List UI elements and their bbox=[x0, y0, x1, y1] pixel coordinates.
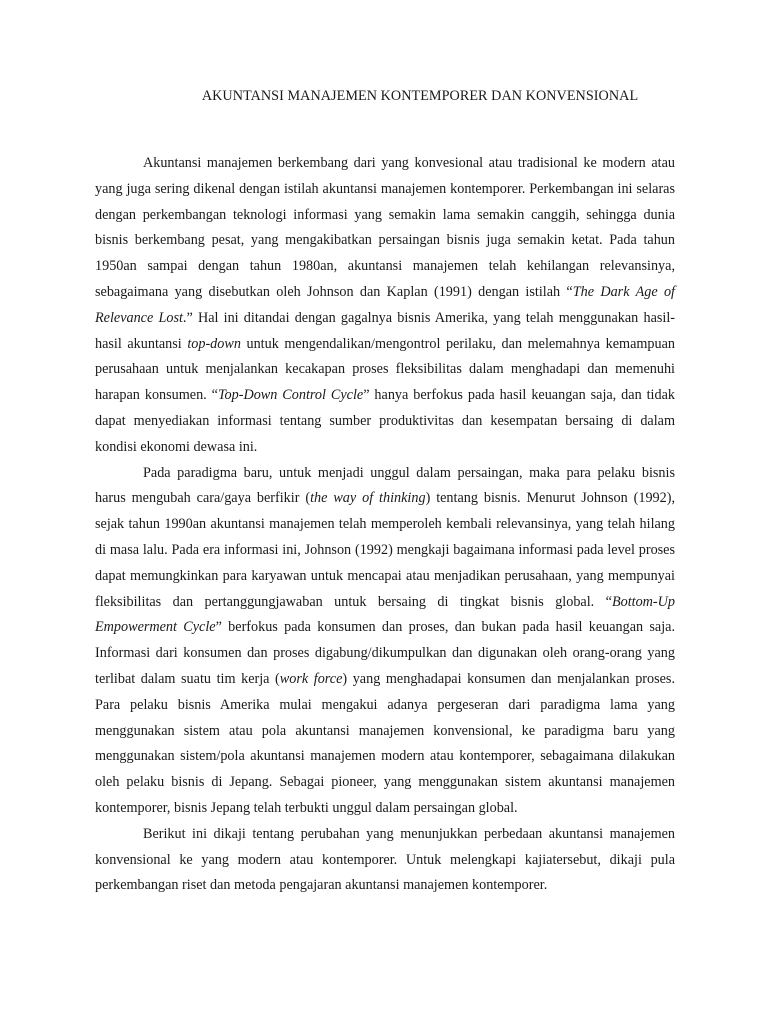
italic-term: Bottom-Up Empowerment Cycle bbox=[95, 593, 675, 636]
text-run: ” hanya berfokus pada hasil keuangan saja, dan tidak dapat menyediakan informasi tentang sumber produktivitas dan kesempatan bersaing di dalam kondisi ekonomi dewasa ini. bbox=[95, 387, 675, 455]
text-run: untuk mengendalikan/mengontrol perilaku, dan melemahnya kemampuan perusahaan untuk menjalankan kecakapan proses fleksibilitas dalam menghadapi dan memenuhi harapan konsumen. “ bbox=[95, 335, 675, 404]
italic-term: work force bbox=[279, 670, 343, 687]
paragraph-1 bbox=[95, 151, 675, 461]
italic-term: The Dark Age of Relevance Lost bbox=[95, 283, 675, 326]
text-run: Akuntansi manajemen berkembang dari yang konvesional atau tradisional ke modern atau yang juga sering dikenal dengan istilah akuntansi manajemen kontemporer. Perkembangan ini selaras dengan perkembangan teknologi informasi yang semakin lama semakin canggih, sehingga dunia bisnis berkembang pesat, yang mengakibatkan persaingan bisnis juga semakin ketat. Pada tahun 1950an sampai dengan tahun 1980an, akuntansi manajemen telah kehilangan relevansinya, sebagaimana yang disebutkan oleh Johnson dan Kaplan (1991) dengan istilah “ bbox=[95, 155, 675, 300]
paragraph-3 bbox=[95, 822, 675, 899]
text-run: .” Hal ini ditandai dengan gagalnya bisnis Amerika, yang telah menggunakan hasil-hasil akuntansi bbox=[95, 309, 675, 352]
text-run: ) tentang bisnis. Menurut Johnson (1992), sejak tahun 1990an akuntansi manajemen telah memperoleh kembali relevansinya, yang telah hilang di masa lalu. Pada era informasi ini, Johnson (1992) mengkaji bagaimana informasi pada level proses dapat memungkinkan para karyawan untuk mencapai atau menjadikan perusahaan, yang mempunyai fleksibilitas dan pertanggungjawaban untuk bersaing di tingkat bisnis global. “ bbox=[95, 490, 676, 610]
italic-term: the way of thinking bbox=[310, 490, 426, 507]
italic-term: Top-Down Control Cycle bbox=[217, 387, 364, 404]
text-run: ” berfokus pada konsumen dan proses, dan bukan pada hasil keuangan saja. Informasi dari konsumen dan proses digabung/dikumpulkan dan digunakan oleh orang-orang yang terlibat dalam suatu tim kerja ( bbox=[95, 619, 675, 687]
italic-term: top-down bbox=[187, 335, 241, 352]
paragraph-2 bbox=[95, 461, 675, 822]
text-run: ) yang menghadapai konsumen dan menjalankan proses. Para pelaku bisnis Amerika mulai mengakui adanya pergeseran dari paradigma lama yang menggunakan sistem atau pola akuntansi manajemen konvensional, ke paradigma baru yang menggunakan sistem/pola akuntansi manajemen modern atau kontemporer, sebagaimana dilakukan oleh pelaku bisnis di Jepang. Sebagai pioneer, yang menggunakan sistem akuntansi manajemen kontemporer, bisnis Jepang telah terbukti unggul dalam persaingan global. bbox=[95, 670, 676, 816]
text-run: Pada paradigma baru, untuk menjadi unggul dalam persaingan, maka para pelaku bisnis harus mengubah cara/gaya berfikir ( bbox=[95, 464, 675, 507]
text-run: Berikut ini dikaji tentang perubahan yang menunjukkan perbedaan akuntansi manajemen konvensional ke yang modern atau kontemporer. Untuk melengkapi kajiatersebut, dikaji pula perkembangan riset dan metoda pengajaran akuntansi manajemen kontemporer. bbox=[95, 825, 675, 894]
document-body bbox=[95, 151, 675, 899]
document-title: AKUNTANSI MANAJEMEN KONTEMPORER DAN KONVENSIONAL bbox=[201, 88, 639, 104]
